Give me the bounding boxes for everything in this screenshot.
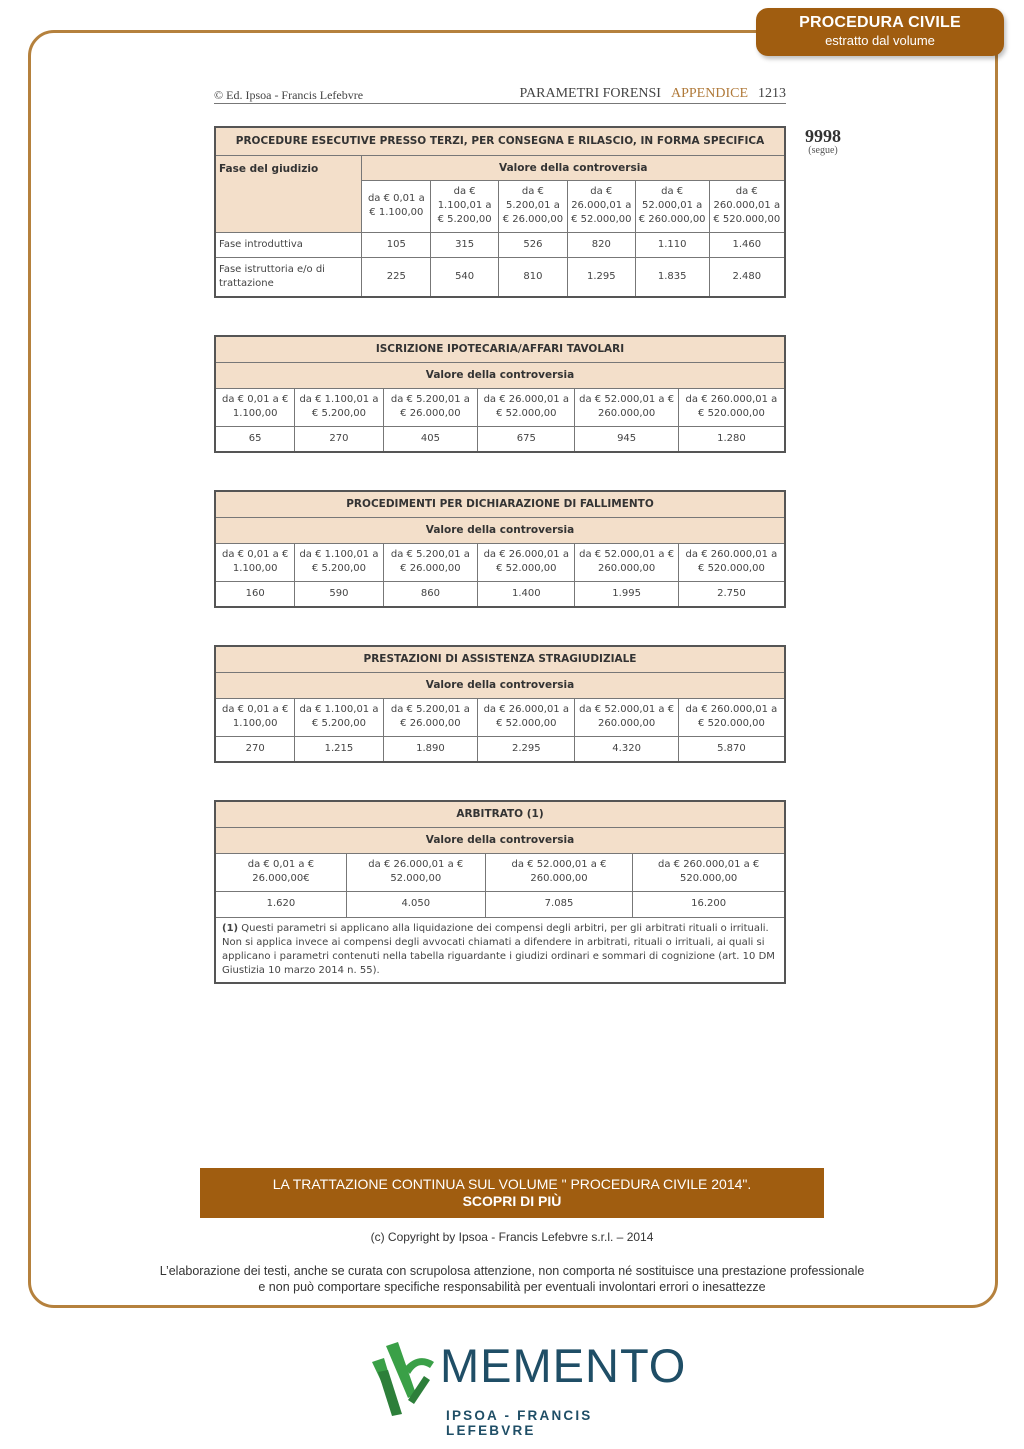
value-cell: 1.215 bbox=[295, 736, 383, 762]
page-header bbox=[214, 86, 786, 104]
disclaimer-line: e non può comportare specifiche responsabilità per eventuali involontari errori o inesattezze bbox=[258, 1280, 766, 1294]
table-procedure-esecutive bbox=[214, 126, 786, 298]
page-number: 1213 bbox=[758, 86, 786, 101]
range-cell: da € 5.200,01 a € 26.000,00 bbox=[383, 543, 478, 581]
value-cell: 1.460 bbox=[709, 232, 785, 257]
publisher-credit: © Ed. Ipsoa - Francis Lefebvre bbox=[214, 88, 364, 102]
range-cell: da € 260.000,01 a € 520.000,00 bbox=[678, 388, 785, 426]
row-label: Fase introduttiva bbox=[215, 232, 362, 257]
volume-title: PROCEDURA CIVILE bbox=[799, 14, 961, 31]
table-fallimento bbox=[214, 490, 786, 608]
logo-wordmark: MEMENTO bbox=[440, 1339, 687, 1392]
value-cell: 7.085 bbox=[485, 891, 633, 917]
disclaimer-line: L’elaborazione dei testi, anche se curata con scrupolosa attenzione, non comporta né sostituisce una prestazione professionale bbox=[159, 1264, 865, 1278]
appendix-label: APPENDICE bbox=[670, 86, 748, 101]
value-header: Valore della controversia bbox=[215, 672, 785, 698]
memento-logo-mark-icon bbox=[368, 1338, 444, 1418]
value-cell: 1.280 bbox=[678, 426, 785, 452]
table-iscrizione-ipotecaria bbox=[214, 335, 786, 453]
range-cell: da € 52.000,01 a € 260.000,00 bbox=[575, 388, 679, 426]
range-cell: da € 0,01 a € 1.100,00 bbox=[215, 388, 295, 426]
value-cell: 105 bbox=[362, 232, 431, 257]
phase-header: Fase del giudizio bbox=[215, 155, 362, 232]
margin-number bbox=[796, 126, 850, 156]
range-row bbox=[215, 543, 785, 581]
value-cell: 2.295 bbox=[478, 736, 575, 762]
range-cell: da € 0,01 a € 26.000,00€ bbox=[215, 853, 346, 891]
value-cell: 225 bbox=[362, 257, 431, 297]
running-title bbox=[520, 86, 786, 102]
volume-tab[interactable] bbox=[756, 8, 1004, 56]
table-title: PRESTAZIONI DI ASSISTENZA STRAGIUDIZIALE bbox=[215, 646, 785, 672]
value-cell: 526 bbox=[499, 232, 568, 257]
range-row bbox=[215, 388, 785, 426]
range-cell: da € 260.000,01 a € 520.000,00 bbox=[709, 180, 785, 232]
range-cell: da € 1.100,01 a € 5.200,00 bbox=[431, 180, 499, 232]
range-cell: da € 26.000,01 a € 52.000,00 bbox=[478, 388, 575, 426]
value-cell: 5.870 bbox=[678, 736, 785, 762]
value-cell: 16.200 bbox=[633, 891, 785, 917]
continue-banner[interactable] bbox=[200, 1168, 824, 1218]
table-footnote bbox=[215, 917, 785, 983]
range-cell: da € 260.000,01 a € 520.000,00 bbox=[678, 543, 785, 581]
value-header: Valore della controversia bbox=[215, 517, 785, 543]
margin-number-value: 9998 bbox=[805, 126, 841, 146]
value-cell: 1.110 bbox=[635, 232, 709, 257]
discover-more-link[interactable]: SCOPRI DI PIÙ bbox=[462, 1193, 562, 1209]
volume-subtitle: estratto dal volume bbox=[825, 33, 935, 48]
table-row bbox=[215, 232, 785, 257]
value-cell: 540 bbox=[431, 257, 499, 297]
table-row bbox=[215, 426, 785, 452]
value-cell: 4.050 bbox=[346, 891, 485, 917]
value-cell: 270 bbox=[215, 736, 295, 762]
value-cell: 860 bbox=[383, 581, 478, 607]
value-header: Valore della controversia bbox=[215, 827, 785, 853]
row-label: Fase istruttoria e/o di trattazione bbox=[215, 257, 362, 297]
range-cell: da € 5.200,01 a € 26.000,00 bbox=[383, 698, 478, 736]
section-title: PARAMETRI FORENSI bbox=[519, 86, 661, 101]
range-cell: da € 26.000,01 a € 52.000,00 bbox=[478, 698, 575, 736]
range-cell: da € 26.000,01 a € 52.000,00 bbox=[346, 853, 485, 891]
table-row bbox=[215, 891, 785, 917]
value-cell: 820 bbox=[567, 232, 635, 257]
value-cell: 590 bbox=[295, 581, 383, 607]
range-cell: da € 5.200,01 a € 26.000,00 bbox=[499, 180, 568, 232]
value-cell: 315 bbox=[431, 232, 499, 257]
value-header: Valore della controversia bbox=[362, 155, 785, 180]
value-cell: 945 bbox=[575, 426, 679, 452]
value-cell: 675 bbox=[478, 426, 575, 452]
range-cell: da € 5.200,01 a € 26.000,00 bbox=[383, 388, 478, 426]
range-cell: da € 52.000,01 a € 260.000,00 bbox=[575, 543, 679, 581]
table-title: PROCEDIMENTI PER DICHIARAZIONE DI FALLIMENTO bbox=[215, 491, 785, 517]
value-header: Valore della controversia bbox=[215, 362, 785, 388]
range-cell: da € 0,01 a € 1.100,00 bbox=[362, 180, 431, 232]
range-cell: da € 52.000,01 a € 260.000,00 bbox=[635, 180, 709, 232]
range-row bbox=[215, 853, 785, 891]
range-cell: da € 1.100,01 a € 5.200,00 bbox=[295, 543, 383, 581]
value-cell: 1.890 bbox=[383, 736, 478, 762]
table-title: ISCRIZIONE IPOTECARIA/AFFARI TAVOLARI bbox=[215, 336, 785, 362]
table-row bbox=[215, 736, 785, 762]
banner-text: LA TRATTAZIONE CONTINUA SUL VOLUME " PROCEDURA CIVILE 2014". bbox=[272, 1176, 752, 1192]
footnote-text: Questi parametri si applicano alla liquidazione dei compensi degli arbitri, per gli arbitrati rituali o irrituali. Non si applica invece ai compensi degli avvocati chiamati a difendere in arbitrati, rituali o irrituali, ai quali si applicano i parametri contenuti nella tabella riguardante i giudizi ordinari e sommari di cognizione (art. 10 DM Giustizia 10 marzo 2014 n. 55). bbox=[222, 922, 775, 976]
range-cell: da € 1.100,01 a € 5.200,00 bbox=[295, 388, 383, 426]
copyright-text: (c) Copyright by Ipsoa - Francis Lefebvre s.r.l. – 2014 bbox=[370, 1230, 654, 1244]
value-cell: 405 bbox=[383, 426, 478, 452]
value-cell: 1.835 bbox=[635, 257, 709, 297]
table-row bbox=[215, 257, 785, 297]
range-cell: da € 26.000,01 a € 52.000,00 bbox=[478, 543, 575, 581]
value-cell: 160 bbox=[215, 581, 295, 607]
value-cell: 1.995 bbox=[575, 581, 679, 607]
range-cell: da € 52.000,01 a € 260.000,00 bbox=[485, 853, 633, 891]
range-cell: da € 0,01 a € 1.100,00 bbox=[215, 698, 295, 736]
value-cell: 2.750 bbox=[678, 581, 785, 607]
footnote-marker: (1) bbox=[222, 922, 239, 934]
value-cell: 65 bbox=[215, 426, 295, 452]
value-cell: 270 bbox=[295, 426, 383, 452]
table-title: ARBITRATO (1) bbox=[215, 801, 785, 827]
range-row bbox=[215, 698, 785, 736]
memento-logo bbox=[368, 1338, 687, 1438]
margin-note: (segue) bbox=[808, 145, 838, 156]
range-cell: da € 260.000,01 a € 520.000,00 bbox=[633, 853, 785, 891]
range-cell: da € 26.000,01 a € 52.000,00 bbox=[567, 180, 635, 232]
table-arbitrato bbox=[214, 800, 786, 984]
table-stragiudiziale bbox=[214, 645, 786, 763]
value-cell: 1.620 bbox=[215, 891, 346, 917]
logo-subtitle: IPSOA - FRANCIS LEFEBVRE bbox=[446, 1408, 593, 1438]
disclaimer bbox=[100, 1263, 924, 1295]
value-cell: 1.400 bbox=[478, 581, 575, 607]
value-cell: 1.295 bbox=[567, 257, 635, 297]
value-cell: 4.320 bbox=[575, 736, 679, 762]
value-cell: 2.480 bbox=[709, 257, 785, 297]
range-cell: da € 260.000,01 a € 520.000,00 bbox=[678, 698, 785, 736]
range-cell: da € 0,01 a € 1.100,00 bbox=[215, 543, 295, 581]
value-cell: 810 bbox=[499, 257, 568, 297]
range-cell: da € 1.100,01 a € 5.200,00 bbox=[295, 698, 383, 736]
table-title: PROCEDURE ESECUTIVE PRESSO TERZI, PER CONSEGNA E RILASCIO, IN FORMA SPECIFICA bbox=[215, 127, 785, 155]
range-cell: da € 52.000,01 a € 260.000,00 bbox=[575, 698, 679, 736]
table-row bbox=[215, 581, 785, 607]
